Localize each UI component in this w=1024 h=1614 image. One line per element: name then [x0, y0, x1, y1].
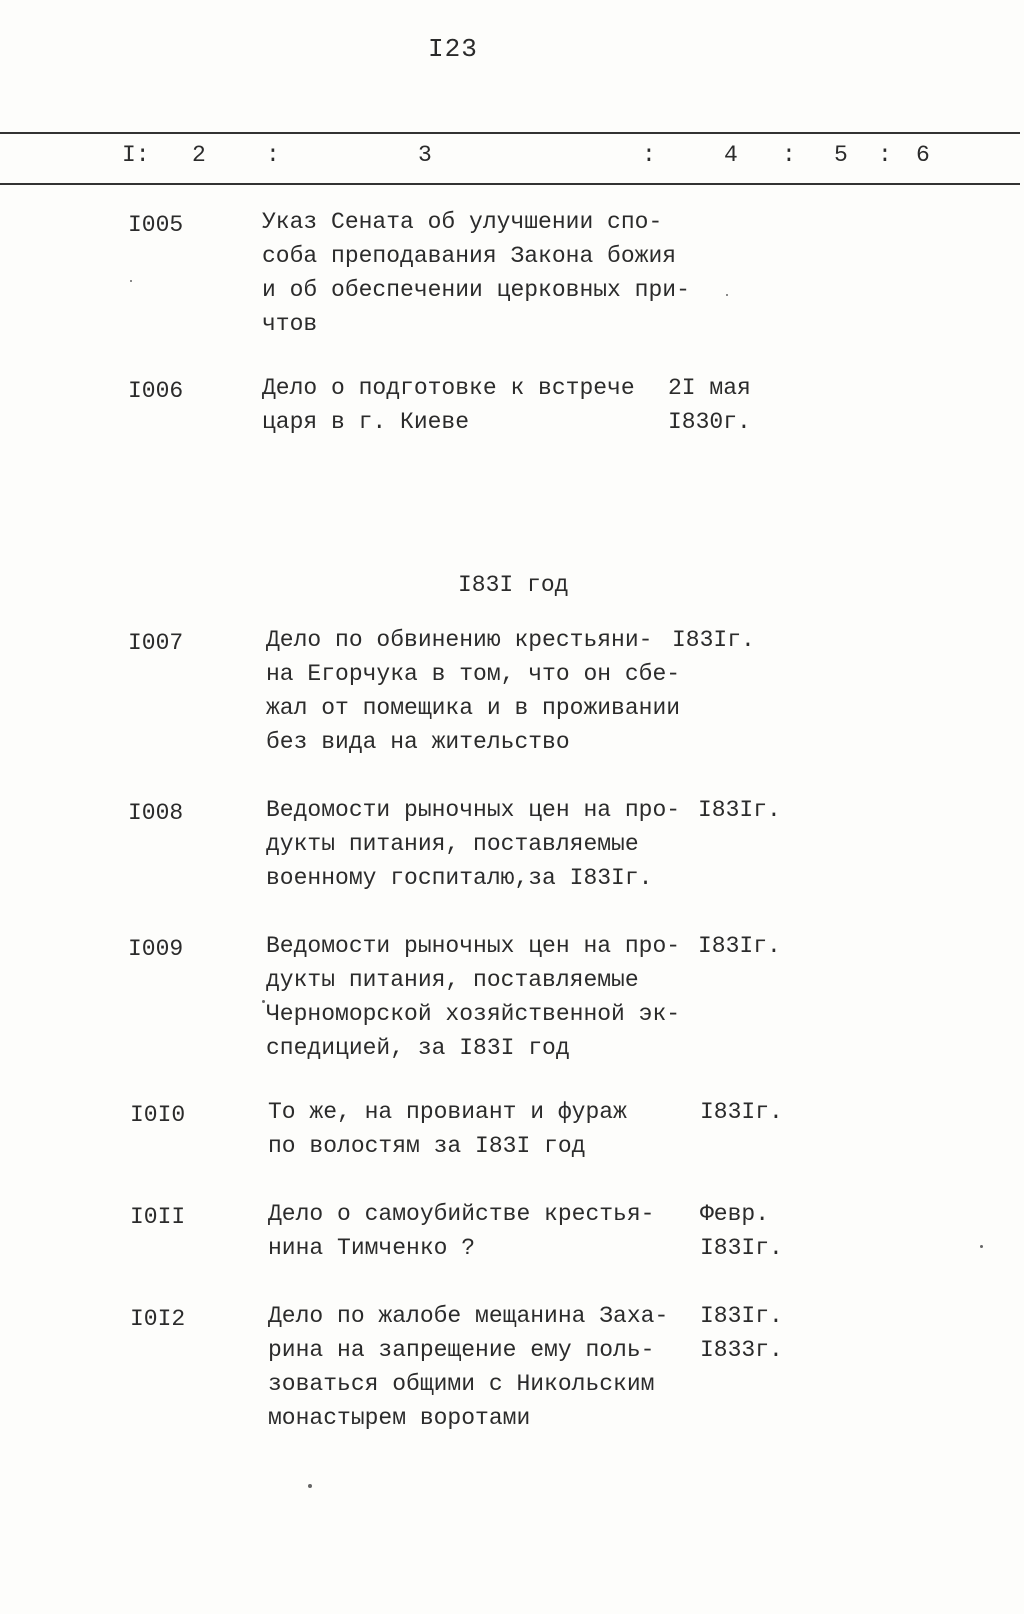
entry-number: I008: [128, 800, 184, 826]
entry-title: Дело о подготовке к встрече царя в г. Киеве: [262, 375, 635, 435]
entry-number: I007: [128, 630, 184, 656]
entry-number: I005: [128, 212, 184, 238]
entry-date: I83Iг.: [700, 1099, 783, 1125]
entry-date: I83Iг. I833г.: [700, 1303, 783, 1363]
entry-title: Дело по обвинению крестьяни- на Егорчука в том, что он сбе- жал от помещика и в проживании без вида на жительство: [266, 627, 681, 755]
column-header-2: 2: [192, 142, 206, 168]
entry-title: Дело о самоубийстве крестья- нина Тимченко ?: [268, 1201, 655, 1261]
entry-number: I009: [128, 936, 184, 962]
scan-speck: [130, 280, 132, 282]
scan-speck: [726, 294, 728, 296]
column-header-4: 4: [724, 142, 738, 168]
column-separator-1: :: [266, 142, 280, 168]
scan-speck: [308, 1484, 312, 1488]
scan-speck: [980, 1245, 983, 1248]
entry-title: Дело по жалобе мещанина Заха- рина на запрещение ему поль- зоваться общими с Никольским монастырем воротами: [268, 1303, 669, 1431]
entry-title: Ведомости рыночных цен на про- дукты питания, поставляемые Черноморской хозяйственной эк- спедицией, за I83I год: [266, 933, 681, 1061]
entry-date: I83Iг.: [698, 933, 781, 959]
entry-title: Ведомости рыночных цен на про- дукты питания, поставляемые военному госпиталю,за I83Iг.: [266, 797, 681, 891]
entry-number: I0I0: [130, 1102, 186, 1128]
entry-date: I83Iг.: [698, 797, 781, 823]
scan-speck: [262, 1000, 265, 1003]
column-header-6: 6: [916, 142, 930, 168]
entry-date: 2I мая I830г.: [668, 375, 751, 435]
entry-number: I006: [128, 378, 184, 404]
column-separator-4: :: [878, 142, 892, 168]
entry-date: Февр. I83Iг.: [700, 1201, 783, 1261]
entry-number: I0I2: [130, 1306, 186, 1332]
table-header-bottom-rule: [0, 183, 1020, 185]
table-header-top-rule: [0, 132, 1020, 134]
page-number: I23: [428, 34, 478, 64]
entry-date: I83Iг.: [672, 627, 755, 653]
entry-title: То же, на провиант и фураж по волостям за I83I год: [268, 1099, 627, 1159]
entry-number: I0II: [130, 1204, 186, 1230]
column-header-5: 5: [834, 142, 848, 168]
column-header-1: I:: [122, 142, 150, 168]
column-separator-2: :: [642, 142, 656, 168]
column-separator-3: :: [782, 142, 796, 168]
entry-title: Указ Сената об улучшении спо- соба преподавания Закона божия и об обеспечении церковных при- чтов: [262, 209, 690, 337]
column-header-3: 3: [418, 142, 432, 168]
section-heading-year: I83I год: [458, 572, 569, 598]
